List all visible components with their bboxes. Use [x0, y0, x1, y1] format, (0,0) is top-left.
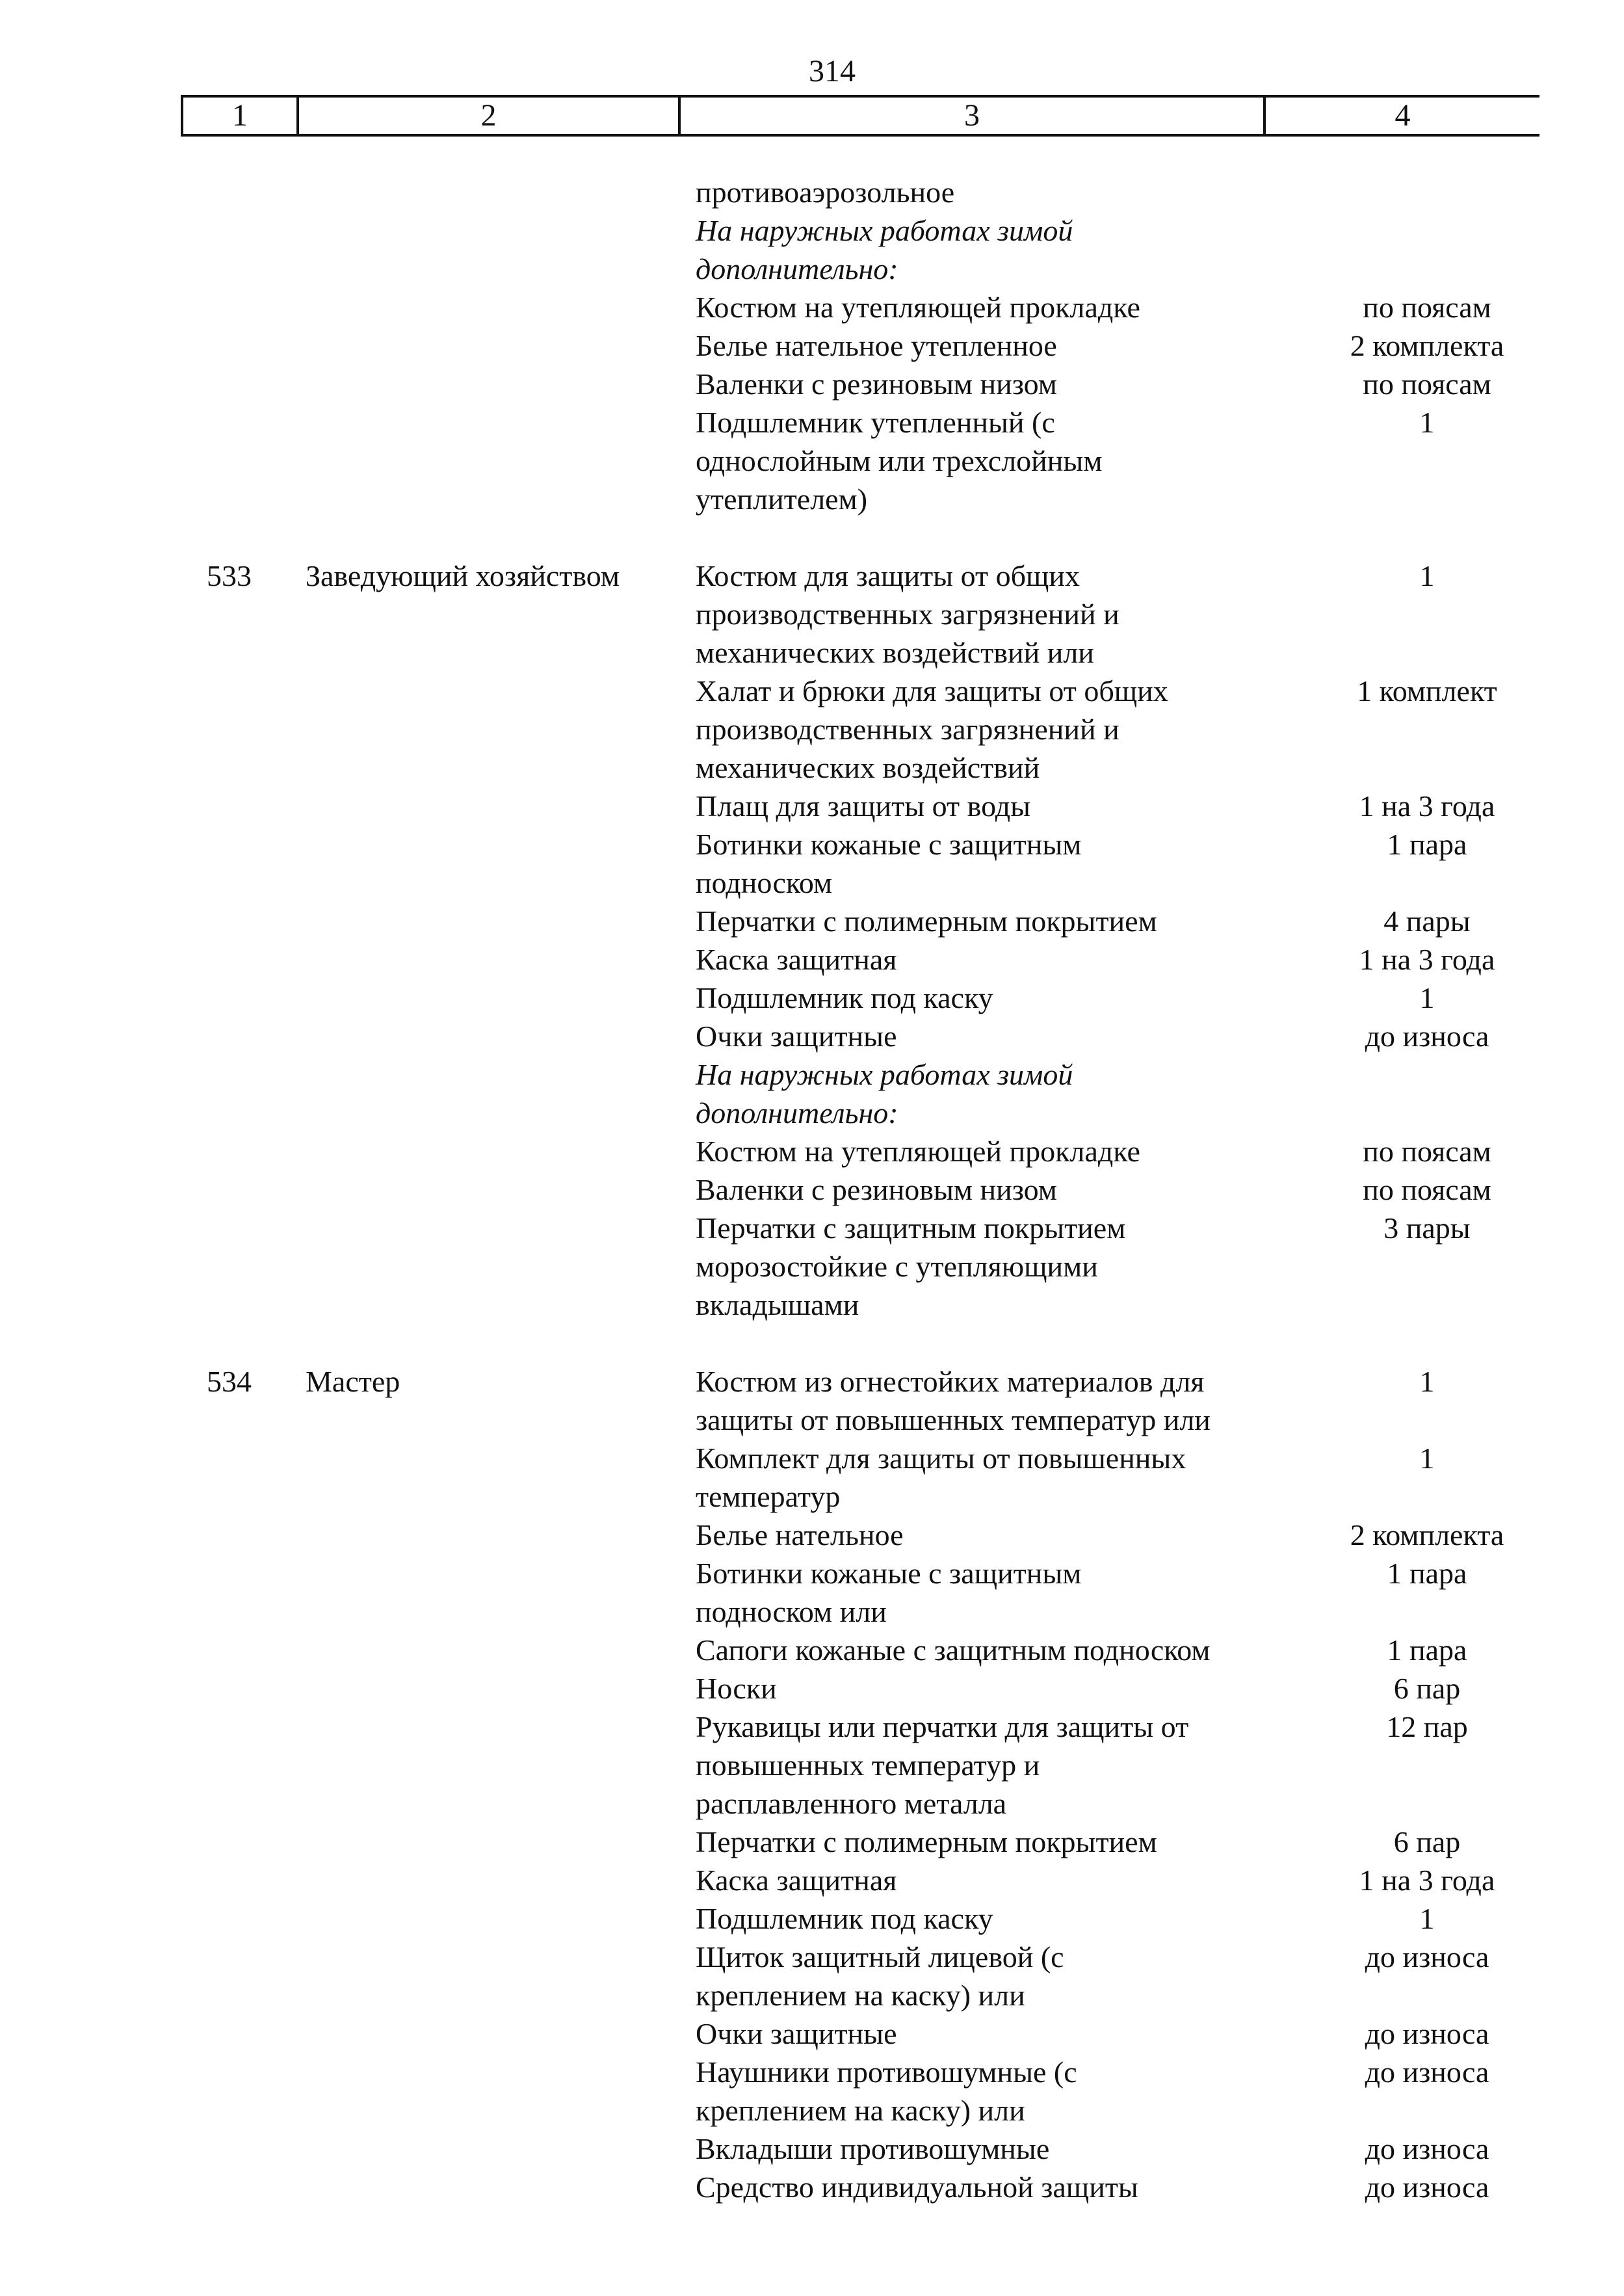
ppe-item: Подшлемник под каску	[696, 981, 993, 1014]
ppe-item: Плащ для защиты от воды	[696, 789, 1031, 823]
issue-norm: 1 на 3 года	[1359, 943, 1495, 976]
ppe-item: Белье нательное утепленное	[696, 329, 1057, 362]
ppe-item: механических воздействий или	[696, 636, 1094, 669]
ppe-item: производственных загрязнений и	[696, 598, 1120, 631]
issue-norm: до износа	[1365, 1020, 1489, 1053]
ppe-item: Перчатки с полимерным покрытием	[696, 1825, 1157, 1858]
ppe-item: Костюм на утепляющей прокладке	[696, 1135, 1140, 1168]
issue-norm: до износа	[1365, 2171, 1489, 2204]
issue-norm: 3 пары	[1383, 1211, 1471, 1245]
ppe-item: Рукавицы или перчатки для защиты от	[696, 1710, 1189, 1743]
ppe-item: Очки защитные	[696, 1020, 897, 1053]
ppe-item: Халат и брюки для защиты от общих	[696, 674, 1168, 707]
ppe-item: расплавленного металла	[696, 1787, 1007, 1820]
issue-norm: 1	[1419, 1365, 1435, 1398]
column-header-1: 1	[232, 98, 248, 133]
ppe-item: Костюм из огнестойких материалов для	[696, 1365, 1205, 1398]
issue-norm: 12 пар	[1386, 1710, 1468, 1743]
issue-norm: по поясам	[1363, 291, 1491, 324]
section-note: дополнительно:	[696, 252, 898, 285]
ppe-item: подноском или	[696, 1595, 887, 1628]
issue-norm: 1 пара	[1387, 1557, 1467, 1590]
issue-norm: 1 на 3 года	[1359, 789, 1495, 823]
issue-norm: 1	[1419, 559, 1435, 592]
issue-norm: 1 пара	[1387, 828, 1467, 861]
issue-norm: 6 пар	[1393, 1825, 1461, 1858]
ppe-item: Комплект для защиты от повышенных	[696, 1442, 1186, 1475]
ppe-item: Сапоги кожаные с защитным подноском	[696, 1633, 1211, 1667]
ppe-item: подноском	[696, 866, 833, 899]
ppe-item: противоаэрозольное	[696, 176, 955, 209]
ppe-item: Валенки с резиновым низом	[696, 1173, 1057, 1206]
ppe-item: механических воздействий	[696, 751, 1040, 784]
issue-norm: 1	[1419, 1902, 1435, 1935]
ppe-item: Каска защитная	[696, 943, 897, 976]
issue-norm: по поясам	[1363, 1135, 1491, 1168]
ppe-item: Ботинки кожаные с защитным	[696, 1557, 1082, 1590]
ppe-item: Средство индивидуальной защиты	[696, 2171, 1138, 2204]
issue-norm: до износа	[1365, 1940, 1489, 1973]
issue-norm: 1	[1419, 981, 1435, 1014]
row-number: 533	[207, 559, 252, 592]
issue-norm: 1 пара	[1387, 1633, 1467, 1667]
page-number: 314	[809, 54, 856, 88]
ppe-item: Белье нательное	[696, 1518, 904, 1551]
ppe-item: Костюм для защиты от общих	[696, 559, 1080, 592]
profession-name: Мастер	[306, 1365, 400, 1398]
ppe-item: Подшлемник утепленный (с	[696, 406, 1055, 439]
ppe-item: Перчатки с полимерным покрытием	[696, 904, 1157, 938]
issue-norm: до износа	[1365, 2055, 1489, 2089]
profession-name: Заведующий хозяйством	[306, 559, 620, 592]
issue-norm: 2 комплекта	[1350, 1518, 1504, 1551]
ppe-item: Каска защитная	[696, 1864, 897, 1897]
issue-norm: 1 на 3 года	[1359, 1864, 1495, 1897]
ppe-item: Перчатки с защитным покрытием	[696, 1211, 1126, 1245]
ppe-item: защиты от повышенных температур или	[696, 1403, 1211, 1436]
issue-norm: 2 комплекта	[1350, 329, 1504, 362]
ppe-item: вкладышами	[696, 1288, 859, 1321]
ppe-item: креплением на каску) или	[696, 2094, 1025, 2127]
section-note: На наружных работах зимой	[696, 1058, 1073, 1091]
ppe-item: Вкладыши противошумные	[696, 2132, 1050, 2165]
issue-norm: по поясам	[1363, 1173, 1491, 1206]
ppe-item: Валенки с резиновым низом	[696, 367, 1057, 401]
ppe-item: Носки	[696, 1672, 777, 1705]
section-note: дополнительно:	[696, 1096, 898, 1129]
ppe-item: повышенных температур и	[696, 1748, 1040, 1782]
ppe-item: Наушники противошумные (с	[696, 2055, 1077, 2089]
ppe-item: Ботинки кожаные с защитным	[696, 828, 1082, 861]
section-note: На наружных работах зимой	[696, 214, 1073, 247]
ppe-item: утеплителем)	[696, 482, 868, 516]
ppe-item: температур	[696, 1480, 841, 1513]
issue-norm: 6 пар	[1393, 1672, 1461, 1705]
ppe-item: морозостойкие с утепляющими	[696, 1250, 1098, 1283]
issue-norm: 1	[1419, 1442, 1435, 1475]
ppe-item: Очки защитные	[696, 2017, 897, 2050]
column-header-4: 4	[1395, 98, 1411, 133]
ppe-item: креплением на каску) или	[696, 1979, 1025, 2012]
ppe-item: однослойным или трехслойным	[696, 444, 1103, 477]
ppe-item: Подшлемник под каску	[696, 1902, 993, 1935]
issue-norm: по поясам	[1363, 367, 1491, 401]
issue-norm: до износа	[1365, 2017, 1489, 2050]
ppe-item: Костюм на утепляющей прокладке	[696, 291, 1140, 324]
column-header-3: 3	[964, 98, 980, 133]
issue-norm: 1 комплект	[1357, 674, 1497, 707]
issue-norm: до износа	[1365, 2132, 1489, 2165]
column-header-2: 2	[480, 98, 497, 133]
issue-norm: 1	[1419, 406, 1435, 439]
row-number: 534	[207, 1365, 252, 1398]
issue-norm: 4 пары	[1383, 904, 1471, 938]
ppe-item: производственных загрязнений и	[696, 713, 1120, 746]
ppe-item: Щиток защитный лицевой (с	[696, 1940, 1064, 1973]
